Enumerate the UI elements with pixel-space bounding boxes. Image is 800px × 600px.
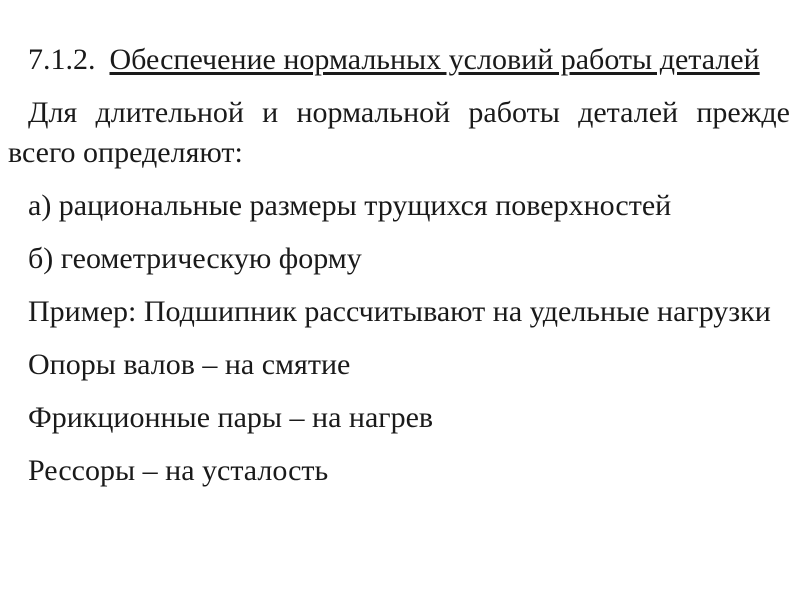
- example-paragraph: Пример: Подшипник рассчитывают на удельные нагрузки: [28, 295, 771, 328]
- example-line-shaft-supports: Опоры валов – на смятие: [28, 348, 351, 381]
- example-line-springs: Рессоры – на усталость: [28, 454, 329, 487]
- example-line-friction-pairs: Фрикционные пары – на нагрев: [28, 401, 434, 434]
- list-item-b: б) геометрическую форму: [28, 242, 362, 275]
- list-item-a: а) рациональные размеры трущихся поверхностей: [28, 189, 672, 222]
- section-heading: [8, 40, 790, 80]
- section-number: 7.1.2.: [28, 43, 96, 76]
- intro-paragraph: Для длительной и нормальной работы деталей прежде всего определяют:: [8, 96, 790, 169]
- section-title: Обеспечение нормальных условий работы деталей: [109, 43, 760, 76]
